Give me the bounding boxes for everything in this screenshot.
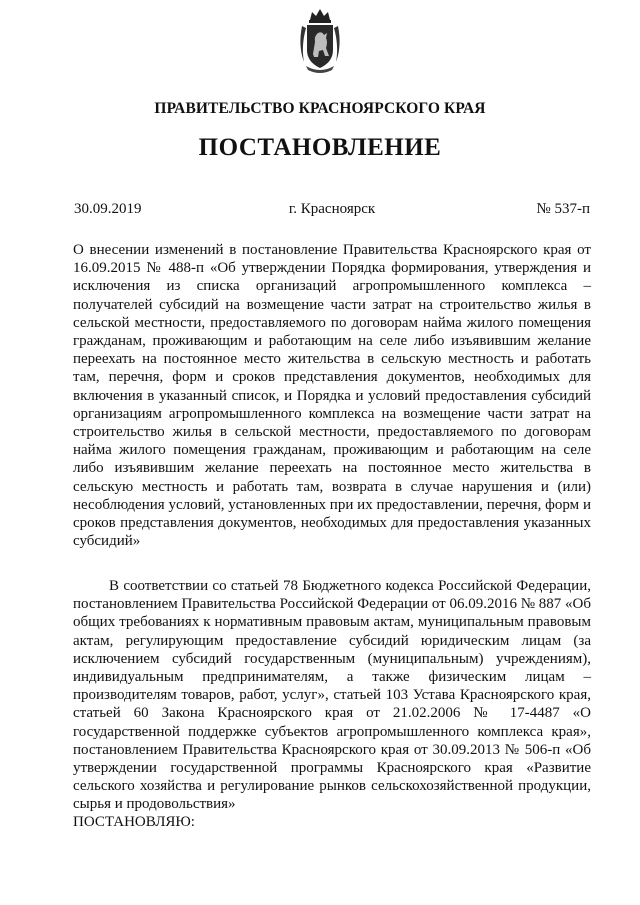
document-preamble: В соответствии со статьей 78 Бюджетного кодекса Российской Федерации, постановлением Правительства Российской Федерации от 06.09.2016 № 887 «Об общих требованиях к нормативным правовым актам, муниципальным правовым актам, регулирующим предоставление субсидий юридическим лицам (за исключением субсидий государственным (муниципальным) учреждениям), индивидуальным предпринимателям, а также физическим лицам – производителям товаров, работ, услуг», статьей 103 Устава Красноярского края, статьей 60 Закона Красноярского края от 21.02.2006 № 17-4487 «О государственной поддержке субъектов агропромышленного комплекса края», постановлением Правительства Красноярского края от 30.09.2013 № 506-п «Об утверждении государственной программы Красноярского края «Развитие сельского хозяйства и регулирование рынков сельскохозяйственной продукции, сырья и продовольствия» [73,578,592,813]
document-number: № 537-п [536,201,590,217]
government-title: ПРАВИТЕЛЬСТВО КРАСНОЯРСКОГО КРАЯ [154,100,486,117]
document-meta-row [74,201,590,221]
document-date: 30.09.2019 [74,201,142,217]
coat-of-arms-icon [296,6,344,76]
decree-word: ПОСТАНОВЛЯЮ: [73,814,195,830]
document-type-heading: ПОСТАНОВЛЕНИЕ [198,134,442,161]
document-city: г. Красноярск [288,201,376,217]
document-subject: О внесении изменений в постановление Правительства Красноярского края от 16.09.2015 № 488-п «Об утверждении Порядка формирования, утверждения и исключения из списка организаций агропромышленного комплекса – получателей субсидий на возмещение части затрат на строительство жилья в сельской местности, предоставляемого по договорам найма жилого помещения гражданам, проживающим и работающим на селе либо изъявившим желание переехать на постоянное место жительства в сельскую местность и работать там, перечня, форм и сроков представления документов, необходимых для включения в указанный список, и Порядка и условий предоставления субсидий организациям агропромышленного комплекса на возмещение части затрат на строительство жилья в сельской местности, предоставляемого по договорам найма жилого помещения гражданам, проживающим и работающим на селе либо изъявившим желание переехать на постоянное место жительства в сельскую местность и работать там, возврата в случае нарушения и (или) несоблюдения условий, установленных при их предоставлении, перечня, форм и сроков представления документов, необходимых для предоставления указанных субсидий» [73,242,591,550]
